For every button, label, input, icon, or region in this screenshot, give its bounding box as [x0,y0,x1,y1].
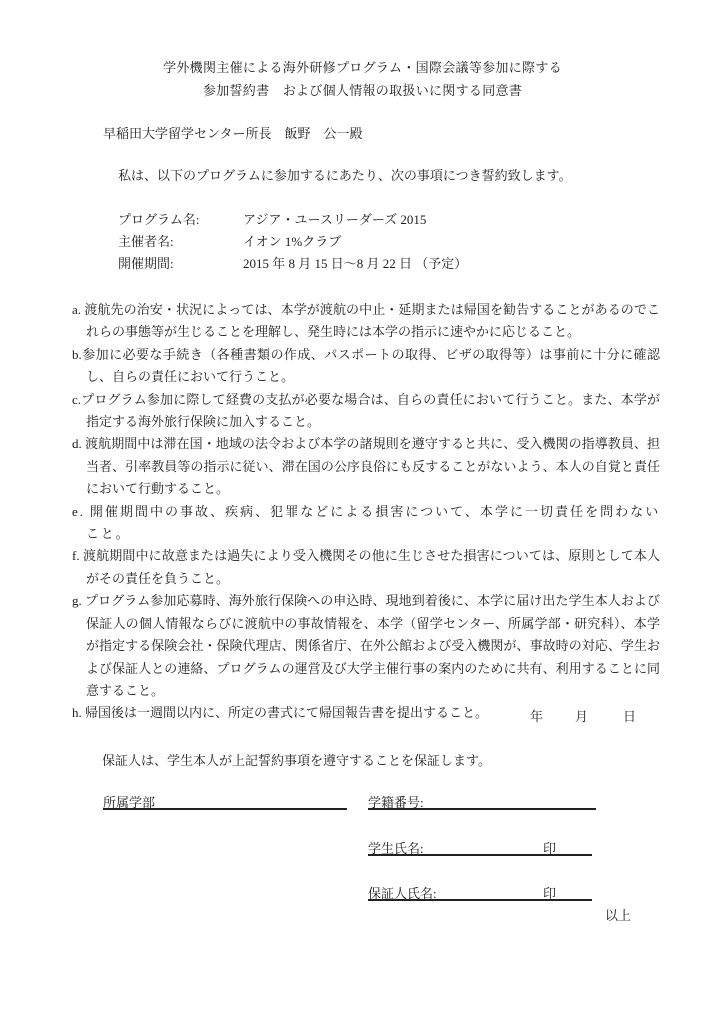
pledge-marker: h. [72,705,85,721]
pledge-text: 渡航期間中に故意または過失により受入機関その他に生じさせた損害については、原則として本人がその責任を負うこと。 [82,548,660,586]
intro-statement: 私は、以下のプログラムに参加するにあたり、次の事項につき誓約致します。 [118,168,572,183]
pledge-text: プログラム参加に際して経費の支払が必要な場合は、自らの責任において行うこと。また、本学が指定する海外旅行保険に加入すること。 [81,391,660,430]
pledge-marker: b. [72,346,82,362]
date-day-label: 日 [623,709,637,724]
pledge-marker: a. [72,302,85,317]
pledge-item [72,389,660,434]
program-value: イオン 1%クラブ [243,234,342,249]
pledge-text: 渡航先の治安・状況によっては、本学が渡航の中止・延期または帰国を勧告することがあるのでこれらの事態等が生じることを理解し、発生時には本学の指示に速やかに応じること。 [84,302,660,340]
pledge-list [72,299,660,725]
pledge-text: 帰国後は一週間以内に、所定の書式にて帰国報告書を提出すること。 [85,705,489,721]
program-label: 主催者名: [118,234,174,249]
pledge-marker: f. [72,548,83,564]
pledge-item [72,501,660,546]
program-label: プログラム名: [118,212,200,227]
student-seal-label: 印 [542,841,556,856]
closing-word: 以上 [605,908,632,923]
program-row [118,231,467,253]
date-line [0,706,725,722]
pledge-text: 渡航期間中は滞在国・地域の法令および本学の諸規則を遵守すると共に、受入機関の指導教員、担当者、引率教員等の指示に従い、滞在国の公序良俗にも反することがないよう、本人の自覚と責任において行動すること。 [85,436,660,497]
faculty-label: 所属学部 [103,795,156,810]
pledge-marker: d. [72,436,86,452]
program-value: 2015 年 8 月 15 日～8 月 22 日 （予定） [243,256,468,271]
document-title [0,56,725,102]
student-id-line [368,792,596,810]
date-month-label: 月 [575,709,589,724]
program-table [118,209,467,275]
title-line-1: 学外機関主催による海外研修プログラム・国際会議等参加に際する [163,60,562,75]
pledge-item [72,344,660,389]
student-name-label: 学生氏名: [368,841,424,856]
pledge-item [72,590,660,702]
date-year-label: 年 [530,709,544,724]
program-value: アジア・ユースリーダーズ 2015 [243,212,427,227]
program-label: 開催期間: [118,256,174,271]
guarantor-seal-label: 印 [542,886,556,901]
pledge-text: プログラム参加応募時、海外旅行保険への申込時、現地到着後に、本学に届け出た学生本人および保証人の個人情報ならびに渡航中の事故情報を、本学（留学センター、所属学部・研究科）、本学が指定する保険会社・保険代理店、関係省庁、在外公館および受入機関が、事故時の対応、学生および保証人との連絡、プログラムの運営及び大学主催行事の案内のために共有、利用することに同意すること。 [85,593,661,698]
pledge-text: 参加に必要な手続き（各種書類の作成、パスポートの取得、ビザの取得等）は事前に十分に確認し、自らの責任において行うこと。 [81,346,660,385]
pledge-marker: c. [72,391,82,407]
pledge-item [72,545,660,590]
pledge-marker: e. [72,503,90,519]
addressee-line: 早稲田大学留学センター所長 飯野 公一殿 [103,126,363,141]
faculty-signature-line [103,792,347,810]
student-id-label: 学籍番号: [368,795,424,810]
title-line-2: 参加誓約書 および個人情報の取扱いに関する同意書 [202,83,523,98]
program-row [118,209,467,231]
pledge-item [72,299,660,344]
pledge-text: 開催期間中の事故、疾病、犯罪などによる損害について、本学に一切責任を問わないこと。 [86,503,661,542]
guarantor-name-label: 保証人氏名: [368,886,437,901]
guarantor-name-line [368,883,592,901]
pledge-item [72,433,660,500]
guarantor-statement: 保証人は、学生本人が上記誓約事項を遵守することを保証します。 [102,753,491,768]
pledge-marker: g. [72,593,86,609]
program-row [118,253,467,275]
student-name-line [368,838,592,856]
